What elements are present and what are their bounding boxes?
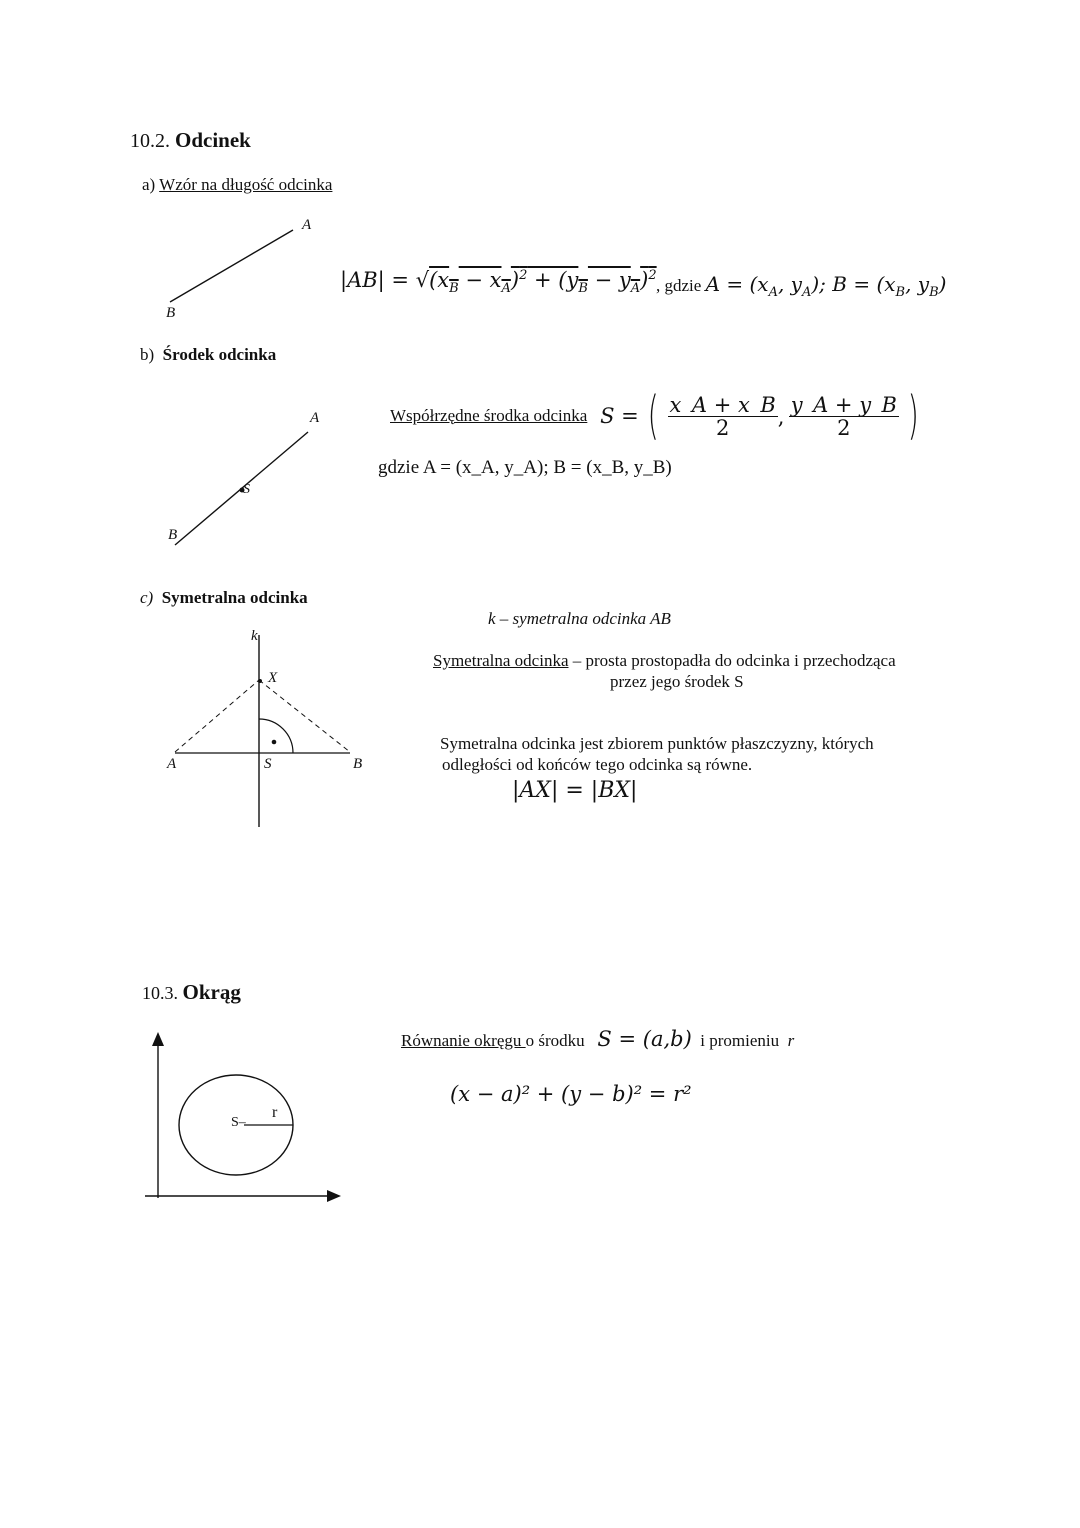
diagram-c-label-x: X xyxy=(268,670,278,686)
bisector-definition-rest: – prosta prostopadła do odcinka i przechodząca xyxy=(568,651,896,670)
segment-ab-line xyxy=(170,230,293,302)
point-x-dot xyxy=(258,679,262,683)
distance-formula-where: , gdzie $A = (x_A$, $y_A$); $B = (x_B$, $y_B$) xyxy=(656,272,947,300)
subsection-b-heading xyxy=(140,345,276,365)
bisector-definition-line2: przez jego środek S xyxy=(610,672,744,691)
circle-equation-rest2: i promieniu xyxy=(700,1031,780,1050)
circle-equation-rest1: o środku xyxy=(525,1031,585,1050)
midpoint-where: gdzie A = (x_A, y_A); B = (x_B, y_B) xyxy=(378,457,672,478)
circle-center-eq: S = (a,b) xyxy=(597,1027,692,1051)
circle-label-r: r xyxy=(272,1104,278,1121)
bisector-property-line2: odległości od końców tego odcinka są równe. xyxy=(442,755,753,774)
circle-equation: (x − a)² + (y − b)² = r² xyxy=(450,1082,692,1106)
diagram-b-label-b: B xyxy=(168,527,178,543)
section-10-3-heading xyxy=(142,980,241,1005)
fraction-y-denominator: 2 xyxy=(837,415,851,440)
right-paren: ) xyxy=(907,386,919,446)
section-number: 10.3. xyxy=(142,983,178,1003)
diagram-c-label-a: A xyxy=(167,756,177,772)
section-10-2-heading xyxy=(130,128,251,153)
section-title: Okrąg xyxy=(182,980,241,1004)
section-number: 10.2. xyxy=(130,130,170,152)
bisector-definition xyxy=(433,651,896,671)
subsection-a-title: Wzór na długość odcinka xyxy=(159,175,333,194)
circle-equation-intro xyxy=(401,1027,794,1051)
subsection-b-prefix: b) xyxy=(140,345,155,364)
subsection-c-heading xyxy=(140,588,308,608)
circle-equation-term: Równanie okręgu xyxy=(401,1031,526,1050)
subsection-a-heading xyxy=(142,175,332,195)
diagram-b-label-a: A xyxy=(310,410,320,426)
bisector-property-formula: |AX| = |BX| xyxy=(512,778,638,803)
section-title: Odcinek xyxy=(175,128,251,152)
diagram-c-label-b: B xyxy=(353,756,363,772)
left-paren: ( xyxy=(647,386,659,446)
diagram-b-label-s: S xyxy=(243,482,250,497)
circle-label-s-text: S xyxy=(231,1115,239,1130)
circle-radius-symbol: r xyxy=(787,1031,795,1050)
distance-formula: $|AB| = √(x_B - x_A)^2 + (y_B - y_A)^2$ xyxy=(340,268,657,297)
bisector-k-definition: k – symetralna odcinka AB xyxy=(488,609,671,628)
subsection-c-prefix: c) xyxy=(140,588,154,607)
midpoint-diagram xyxy=(160,420,340,570)
right-angle-arc xyxy=(259,719,293,753)
bisector-definition-term: Symetralna odcinka xyxy=(433,651,569,670)
diagram-c-label-k: k xyxy=(251,628,258,644)
fraction-x-denominator: 2 xyxy=(715,415,730,440)
fraction-x-numerator: x_A + x_B xyxy=(669,392,776,417)
midpoint-coords-label: Współrzędne środka odcinka xyxy=(390,406,588,425)
diagram-a-label-b: B xyxy=(166,305,176,321)
circle-diagram xyxy=(140,1030,360,1220)
fraction-x xyxy=(668,394,778,439)
right-angle-dot xyxy=(272,740,277,745)
subsection-b-title: Środek odcinka xyxy=(162,345,277,364)
midpoint-s-eq: S = xyxy=(600,404,639,428)
bisector-property-line1: Symetralna odcinka jest zbiorem punktów płaszczyzny, których xyxy=(440,734,874,753)
y-axis-arrow xyxy=(152,1032,164,1046)
dashed-ax-line xyxy=(175,680,259,752)
bisector-diagram xyxy=(160,625,400,835)
midpoint-formula: Współrzędne środka odcinka S = ( $\frac{x\_A + x\_B}{2}$ , $\frac{y\_A + y\_B}{2}$ ) xyxy=(390,386,919,446)
fraction-y xyxy=(789,394,899,439)
x-axis-arrow xyxy=(327,1190,341,1202)
diagram-c-label-s: S xyxy=(264,756,272,772)
fraction-y-numerator: y_A + y_B xyxy=(790,392,897,417)
subsection-c-title: Symetralna odcinka xyxy=(161,588,308,607)
circle-label-s: S– xyxy=(231,1115,246,1130)
diagram-a-label-a: A xyxy=(302,217,312,233)
subsection-a-prefix: a) xyxy=(142,175,156,194)
